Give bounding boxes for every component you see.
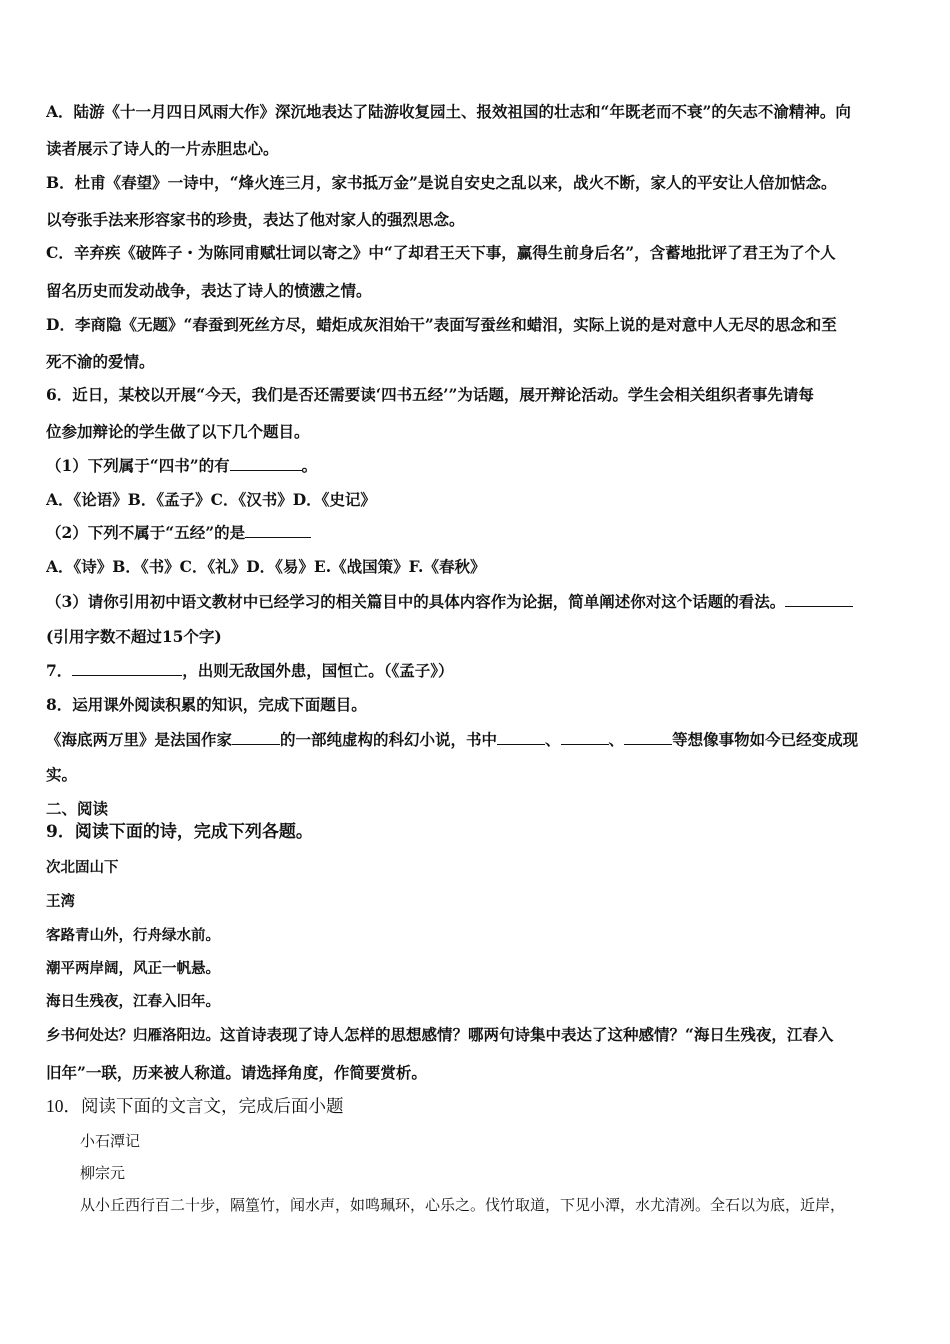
answer-blank[interactable]: [232, 730, 280, 745]
answer-blank[interactable]: [497, 730, 545, 745]
option-c-line2: 留名历史而发动战争，表达了诗人的愤懑之情。: [46, 281, 372, 300]
q6-sub2: （2）下列不属于“五经”的是: [46, 522, 908, 544]
answer-blank[interactable]: [245, 523, 311, 538]
q6-sub1: （1）下列属于“四书”的有 。: [46, 456, 318, 475]
passage-author: 柳宗元: [80, 1166, 126, 1182]
q9-question-line1: 乡书何处达？归雁洛阳边。这首诗表现了诗人怎样的思想感情？哪两句诗集中表达了这种感情？“海日生残夜，江春入: [46, 1025, 834, 1044]
q8-body-line1: 《海底两万里》是法国作家 的一部纯虚构的科幻小说，书中 、 、 等想像事物如今已经变成现: [46, 730, 859, 749]
q8-body-line2: 实。: [46, 765, 78, 784]
answer-blank[interactable]: [230, 456, 302, 471]
passage-text: 从小丘西行百二十步，隔篁竹，闻水声，如鸣珮环，心乐之。伐竹取道，下见小潭，水尤清冽。全石以为底，近岸，: [80, 1198, 846, 1214]
poem-author: 王湾: [46, 894, 75, 910]
q9-stem: 9．阅读下面的诗，完成下列各题。: [46, 822, 313, 842]
q6-sub3-note: (引用字数不超过15个字): [46, 627, 222, 646]
q10-stem: 10．阅读下面的文言文，完成后面小题: [46, 1096, 344, 1116]
option-a-line2: 读者展示了诗人的一片赤胆忠心。: [46, 139, 279, 158]
answer-blank[interactable]: [624, 730, 672, 745]
q7-line: 7． ，出则无敌国外患，国恒亡。（《孟子》）: [46, 661, 454, 680]
option-b-line1: B．杜甫《春望》一诗中，“烽火连三月，家书抵万金”是说自安史之乱以来，战火不断，家人的平安让人倍加惦念。: [46, 173, 837, 192]
option-b-line2: 以夸张手法来形容家书的珍贵，表达了他对家人的强烈思念。: [46, 210, 465, 229]
q6-sub3: （3）请你引用初中语文教材中已经学习的相关篇目中的具体内容作为论据，简单阐述你对这个话题的看法。: [46, 591, 908, 613]
passage-title: 小石潭记: [80, 1134, 141, 1150]
q8-stem: 8．运用课外阅读积累的知识，完成下面题目。: [46, 695, 367, 714]
answer-blank[interactable]: [785, 592, 853, 607]
poem-line: 潮平两岸阔，风正一帆悬。: [46, 961, 220, 977]
answer-blank[interactable]: [561, 730, 609, 745]
option-a-line1: A．陆游《十一月四日风雨大作》深沉地表达了陆游收复园土、报效祖国的壮志和“年既老而不衰”的矢志不渝精神。向: [46, 102, 851, 121]
poem-line: 客路青山外，行舟绿水前。: [46, 928, 220, 944]
option-c-line1: C．辛弃疾《破阵子・为陈同甫赋壮词以寄之》中“了却君王天下事，赢得生前身后名”，含蓄地批评了君王为了个人: [46, 243, 836, 262]
q6-sub2-options: A．《诗》B．《书》C．《礼》D．《易》E.《战国策》F.《春秋》: [46, 557, 486, 576]
option-d-line1: D．李商隐《无题》“春蚕到死丝方尽，蜡炬成灰泪始干”表面写蚕丝和蜡泪，实际上说的是对意中人无尽的思念和至: [46, 315, 837, 334]
q6-stem-line1: 6．近日，某校以开展“今天，我们是否还需要读‘四书五经’”为话题，展开辩论活动。学生会相关组织者事先请每: [46, 385, 814, 404]
option-d-line2: 死不渝的爱情。: [46, 352, 155, 371]
q6-stem-line2: 位参加辩论的学生做了以下几个题目。: [46, 422, 310, 441]
poem-title: 次北固山下: [46, 860, 119, 876]
q9-question-line2: 旧年”一联，历来被人称道。请选择角度，作简要赏析。: [46, 1063, 427, 1082]
poem-line: 海日生残夜，江春入旧年。: [46, 994, 220, 1010]
section-heading: 二、阅读: [46, 799, 109, 818]
q6-sub1-options: A．《论语》B．《孟子》C．《汉书》D．《史记》: [46, 490, 376, 509]
answer-blank[interactable]: [72, 661, 182, 676]
